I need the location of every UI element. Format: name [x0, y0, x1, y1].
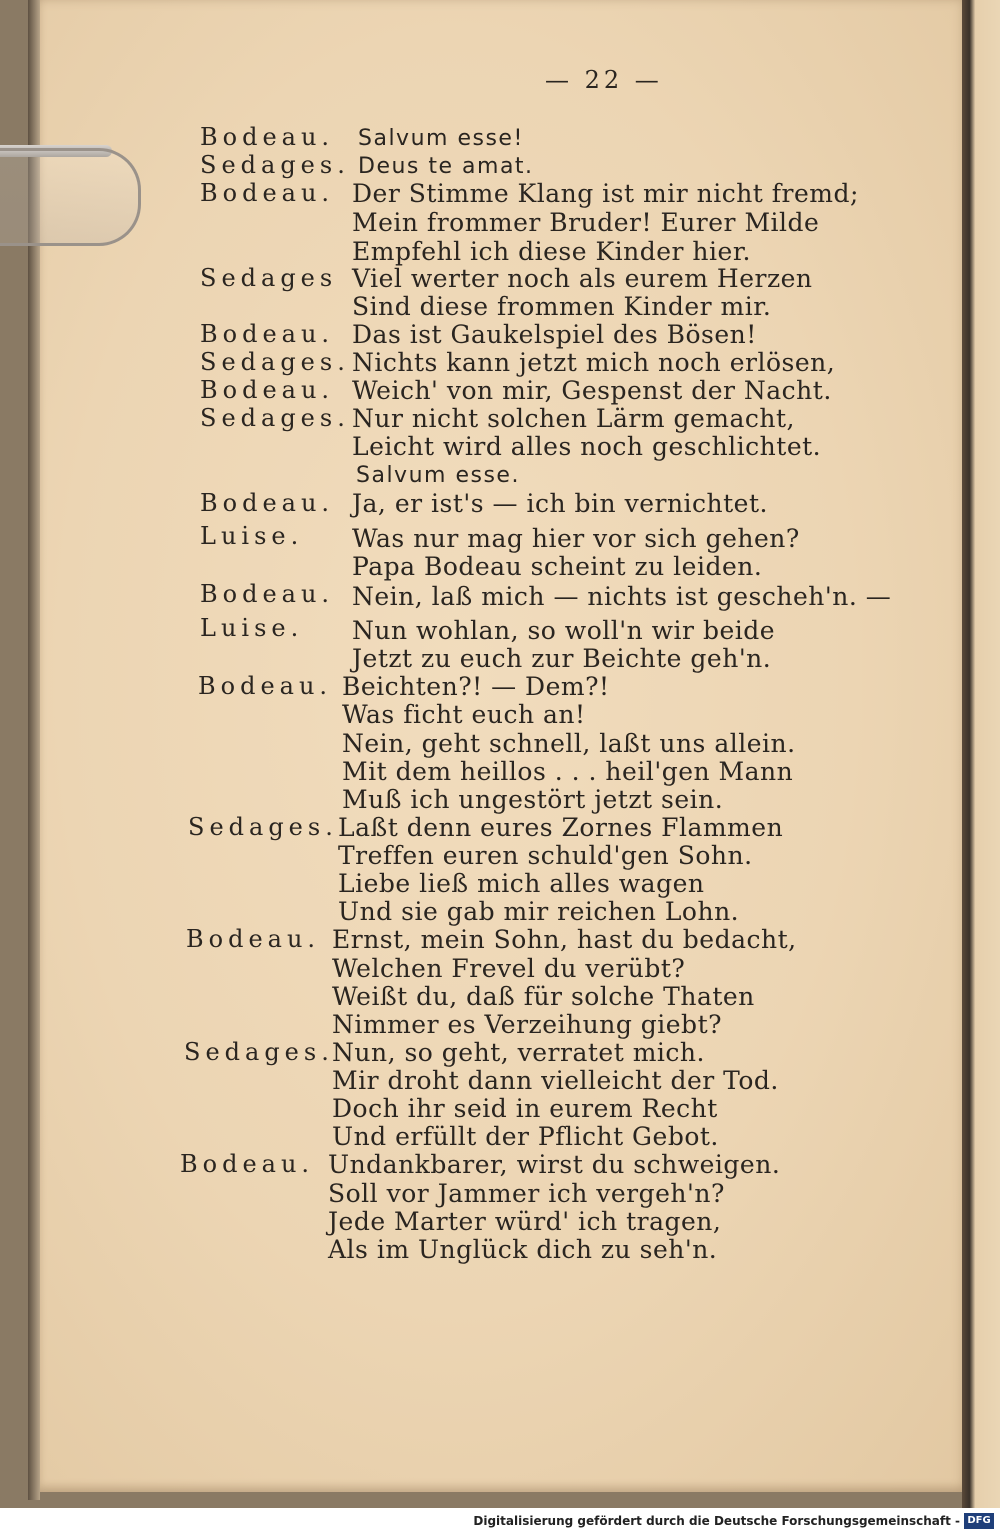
verse-line: Was ficht euch an!: [342, 700, 586, 729]
speaker-bodeau: Bodeau.: [180, 1150, 315, 1178]
page-number: — 22 —: [545, 66, 663, 94]
verse-line: Sind diese frommen Kinder mir.: [352, 292, 772, 321]
verse-line: Laßt denn eures Zornes Flammen: [338, 813, 784, 842]
verse-line: Papa Bodeau scheint zu leiden.: [352, 552, 763, 581]
verse-line: Undankbarer, wirst du schweigen.: [328, 1150, 781, 1179]
speaker-bodeau: Bodeau.: [200, 320, 335, 348]
speaker-sedages: Sedages.: [200, 348, 350, 376]
speaker-bodeau: Bodeau.: [198, 672, 333, 700]
verse-line: Mein frommer Bruder! Eurer Milde: [352, 208, 820, 237]
speaker-bodeau: Bodeau.: [200, 376, 335, 404]
book-gutter: [962, 0, 1000, 1508]
verse-line: Doch ihr seid in eurem Recht: [332, 1094, 718, 1123]
verse-line: Muß ich ungestört jetzt sein.: [342, 785, 724, 814]
verse-line: Als im Unglück dich zu seh'n.: [328, 1235, 718, 1264]
verse-line: Jede Marter würd' ich tragen,: [328, 1207, 722, 1236]
verse-line: Das ist Gaukelspiel des Bösen!: [352, 320, 757, 349]
digitization-footer: [0, 1508, 1000, 1534]
speaker-sedages: Sedages.: [184, 1038, 334, 1066]
verse-line: Ernst, mein Sohn, hast du bedacht,: [332, 925, 797, 954]
verse-line: Nur nicht solchen Lärm gemacht,: [352, 404, 796, 433]
speaker-bodeau: Bodeau.: [186, 925, 321, 953]
verse-line: Liebe ließ mich alles wagen: [338, 869, 705, 898]
verse-line: Weich' von mir, Gespenst der Nacht.: [352, 376, 832, 405]
verse-line: Weißt du, daß für solche Thaten: [332, 982, 755, 1011]
verse-line: Ja, er ist's — ich bin vernichtet.: [352, 489, 768, 518]
verse-line: Welchen Frevel du verübt?: [332, 954, 686, 983]
verse-line: Und erfüllt der Pflicht Gebot.: [332, 1122, 719, 1151]
verse-line: Nimmer es Verzeihung giebt?: [332, 1010, 723, 1039]
dfg-logo: DFG: [964, 1513, 994, 1529]
speaker-sedages: Sedages.: [200, 404, 350, 432]
verse-line: Salvum esse!: [358, 126, 524, 151]
verse-line: Empfehl ich diese Kinder hier.: [352, 237, 751, 266]
verse-line: Nun wohlan, so woll'n wir beide: [352, 616, 776, 645]
verse-line: Und sie gab mir reichen Lohn.: [338, 897, 740, 926]
speaker-bodeau: Bodeau.: [200, 179, 335, 207]
verse-line: Leicht wird alles noch geschlichtet.: [352, 432, 822, 461]
speaker-luise: Luise.: [200, 614, 304, 642]
verse-line: Salvum esse.: [356, 463, 520, 488]
verse-line: Nichts kann jetzt mich noch erlösen,: [352, 348, 836, 377]
book-page: [40, 0, 968, 1492]
speaker-luise: Luise.: [200, 522, 304, 550]
verse-line: Viel werter noch als eurem Herzen: [352, 264, 813, 293]
verse-line: Jetzt zu euch zur Beichte geh'n.: [352, 644, 772, 673]
speaker-bodeau: Bodeau.: [200, 123, 335, 151]
speaker-sedages: Sedages: [200, 264, 338, 292]
verse-line: Deus te amat.: [358, 154, 534, 179]
speaker-bodeau: Bodeau.: [200, 489, 335, 517]
page-clip: [0, 148, 141, 246]
verse-line: Nun, so geht, verratet mich.: [332, 1038, 705, 1067]
verse-line: Was nur mag hier vor sich gehen?: [352, 524, 800, 553]
speaker-sedages: Sedages.: [188, 813, 338, 841]
verse-line: Beichten?! — Dem?!: [342, 672, 610, 701]
verse-line: Nein, laß mich — nichts ist gescheh'n. —: [352, 582, 892, 611]
speaker-bodeau: Bodeau.: [200, 580, 335, 608]
verse-line: Soll vor Jammer ich vergeh'n?: [328, 1179, 725, 1208]
footer-credit: Digitalisierung gefördert durch die Deutsche Forschungsgemeinschaft -: [473, 1514, 960, 1528]
verse-line: Mir droht dann vielleicht der Tod.: [332, 1066, 779, 1095]
verse-line: Der Stimme Klang ist mir nicht fremd;: [352, 179, 859, 208]
verse-line: Treffen euren schuld'gen Sohn.: [338, 841, 753, 870]
speaker-sedages: Sedages.: [200, 151, 350, 179]
verse-line: Nein, geht schnell, laßt uns allein.: [342, 729, 796, 758]
verse-line: Mit dem heillos . . . heil'gen Mann: [342, 757, 794, 786]
